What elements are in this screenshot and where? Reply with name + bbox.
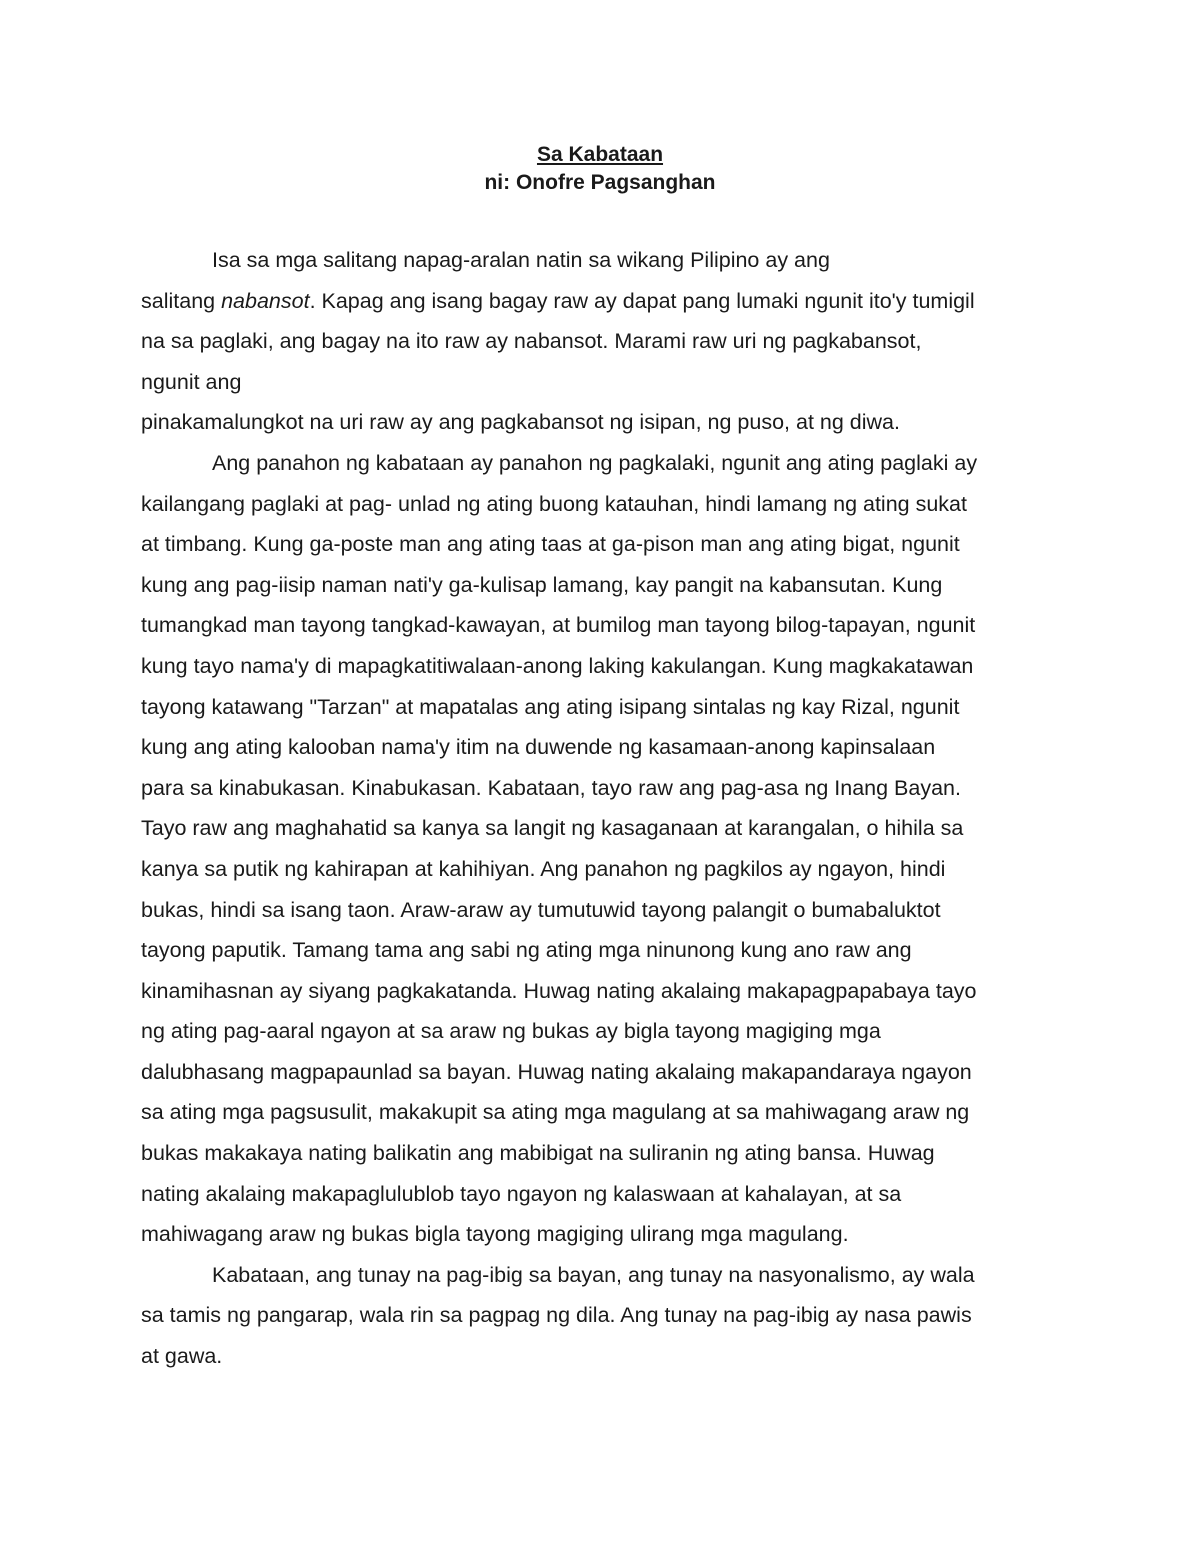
text-line: kung ang pag-iisip naman nati'y ga-kulisap lamang, kay pangit na kabansutan. Kung — [141, 572, 943, 597]
text-line: kanya sa putik ng kahirapan at kahihiyan. Ang panahon ng pagkilos ay ngayon, hindi — [141, 856, 946, 881]
text-line: tayong paputik. Tamang tama ang sabi ng ating mga ninunong kung ano raw ang — [141, 938, 912, 963]
text-line: tumangkad man tayong tangkad-kawayan, at bumilog man tayong bilog-tapayan, ngunit — [141, 613, 976, 638]
text-line: ng ating pag-aaral ngayon at sa araw ng bukas ay bigla tayong magiging mga — [141, 1019, 881, 1044]
text-segment: salitang — [141, 288, 222, 313]
text-line: na sa paglaki, ang bagay na ito raw ay nabansot. Marami raw uri ng pagkabansot, — [141, 329, 922, 354]
title-block — [0, 141, 1200, 197]
document-body — [141, 240, 1071, 1377]
text-line: para sa kinabukasan. Kinabukasan. Kabataan, tayo raw ang pag-asa ng Inang Bayan. — [141, 775, 961, 800]
document-title: Sa Kabataan — [536, 143, 664, 166]
text-line: kailangang paglaki at pag- unlad ng ating buong katauhan, hindi lamang ng ating sukat — [141, 491, 967, 516]
text-line: nating akalaing makapaglulublob tayo ngayon ng kalaswaan at kahalayan, at sa — [141, 1181, 902, 1206]
text-line: kung ang ating kalooban nama'y itim na duwende ng kasamaan-anong kapinsalaan — [141, 735, 936, 760]
text-line: bukas, hindi sa isang taon. Araw-araw ay tumutuwid tayong palangit o bumabaluktot — [141, 897, 941, 922]
text-line: at timbang. Kung ga-poste man ang ating taas at ga-pison man ang ating bigat, ngunit — [141, 532, 960, 557]
text-line — [141, 281, 1071, 322]
document-author: ni: Onofre Pagsanghan — [484, 171, 716, 194]
text-line: Kabataan, ang tunay na pag-ibig sa bayan, ang tunay na nasyonalismo, ay wala — [212, 1262, 975, 1287]
text-line: kung tayo nama'y di mapagkatitiwalaan-anong laking kakulangan. Kung magkakatawan — [141, 653, 974, 678]
text-line: Ang panahon ng kabataan ay panahon ng pagkalaki, ngunit ang ating paglaki ay — [212, 450, 978, 475]
text-line: tayong katawang "Tarzan" at mapatalas ang ating isipang sintalas ng kay Rizal, ngunit — [141, 694, 960, 719]
text-line: at gawa. — [141, 1344, 223, 1369]
text-line: ngunit ang — [141, 369, 242, 394]
text-line: pinakamalungkot na uri raw ay ang pagkabansot ng isipan, ng puso, at ng diwa. — [141, 410, 900, 435]
text-line: sa ating mga pagsusulit, makakupit sa ating mga magulang at sa mahiwagang araw ng — [141, 1100, 970, 1125]
text-line: Tayo raw ang maghahatid sa kanya sa langit ng kasaganaan at karangalan, o hihila sa — [141, 816, 964, 841]
text-line: sa tamis ng pangarap, wala rin sa pagpag ng dila. Ang tunay na pag-ibig ay nasa pawis — [141, 1303, 972, 1328]
text-line: bukas makakaya nating balikatin ang mabibigat na suliranin ng ating bansa. Huwag — [141, 1141, 935, 1166]
text-line: mahiwagang araw ng bukas bigla tayong magiging ulirang mga magulang. — [141, 1222, 849, 1247]
text-segment: . Kapag ang isang bagay raw ay dapat pang lumaki ngunit ito'y tumigil — [309, 288, 975, 313]
italic-word: nabansot — [221, 288, 310, 313]
text-line: kinamihasnan ay siyang pagkakatanda. Huwag nating akalaing makapagpapabaya tayo — [141, 978, 977, 1003]
text-line: dalubhasang magpapaunlad sa bayan. Huwag nating akalaing makapandaraya ngayon — [141, 1059, 972, 1084]
text-line: Isa sa mga salitang napag-aralan natin sa wikang Pilipino ay ang — [212, 248, 830, 272]
